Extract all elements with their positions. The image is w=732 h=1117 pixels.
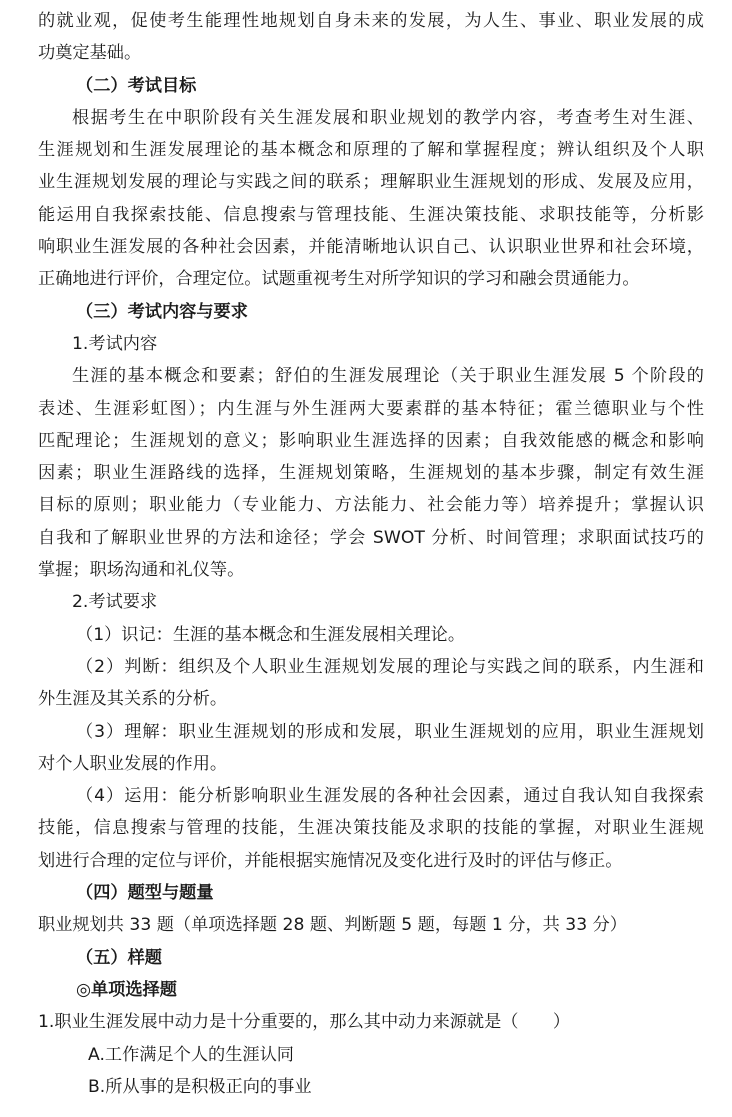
- requirement-item-4: （4）运用：能分析影响职业生涯发展的各种社会因素，通过自我认知自我探索: [76, 786, 704, 807]
- section-heading-question-types: （四）题型与题量: [76, 883, 214, 904]
- paragraph-line: 生涯的基本概念和要素；舒伯的生涯发展理论（关于职业生涯发展 5 个阶段的: [72, 366, 704, 387]
- requirement-item-3-cont: 对个人职业发展的作用。: [38, 753, 228, 774]
- question-1-option-b: B.所从事的是积极正向的事业: [88, 1076, 312, 1097]
- paragraph-line: 表述、生涯彩虹图）；内生涯与外生涯两大要素群的基本特征；霍兰德职业与个性: [38, 398, 704, 419]
- section-heading-sample-questions: （五）样题: [76, 947, 162, 968]
- paragraph-line: 业生涯规划发展的理论与实践之间的联系；理解职业生涯规划的形成、发展及应用，: [38, 172, 704, 193]
- single-choice-heading: ◎单项选择题: [76, 979, 177, 1000]
- question-types-text: 职业规划共 33 题（单项选择题 28 题、判断题 5 题，每题 1 分，共 33 分）: [38, 915, 627, 936]
- requirement-item-2: （2）判断：组织及个人职业生涯规划发展的理论与实践之间的联系，内生涯和: [76, 656, 704, 677]
- paragraph-line: 响职业生涯发展的各种社会因素，并能清晰地认识自己、认识职业世界和社会环境，: [38, 237, 704, 258]
- subheading-exam-requirements: 2.考试要求: [72, 592, 158, 613]
- section-heading-exam-content: （三）考试内容与要求: [76, 301, 248, 322]
- question-1: 1.职业生涯发展中动力是十分重要的，那么其中动力来源就是（ ）: [38, 1012, 571, 1033]
- requirement-item-3: （3）理解：职业生涯规划的形成和发展，职业生涯规划的应用，职业生涯规划: [76, 721, 704, 742]
- paragraph-line: 能运用自我探索技能、信息搜索与管理技能、生涯决策技能、求职技能等，分析影: [38, 204, 704, 225]
- paragraph-line: 匹配理论；生涯规划的意义；影响职业生涯选择的因素；自我效能感的概念和影响: [38, 430, 704, 451]
- paragraph-line: 生涯规划和生涯发展理论的基本概念和原理的了解和掌握程度；辨认组织及个人职: [38, 140, 704, 161]
- requirement-item-1: （1）识记：生涯的基本概念和生涯发展相关理论。: [76, 624, 466, 645]
- requirement-item-4-cont: 划进行合理的定位与评价，并能根据实施情况及变化进行及时的评估与修正。: [38, 850, 623, 871]
- requirement-item-2-cont: 外生涯及其关系的分析。: [38, 689, 228, 710]
- subheading-exam-content: 1.考试内容: [72, 333, 158, 354]
- intro-line-2: 功奠定基础。: [38, 43, 142, 64]
- paragraph-line: 自我和了解职业世界的方法和途径；学会 SWOT 分析、时间管理；求职面试技巧的: [38, 527, 704, 548]
- paragraph-line: 正确地进行评价，合理定位。试题重视考生对所学知识的学习和融会贯通能力。: [38, 269, 640, 290]
- requirement-item-4-cont: 技能，信息搜索与管理的技能，生涯决策技能及求职的技能的掌握，对职业生涯规: [38, 818, 704, 839]
- section-heading-exam-goals: （二）考试目标: [76, 75, 197, 96]
- paragraph-line: 掌握；职场沟通和礼仪等。: [38, 560, 245, 581]
- intro-line-1: 的就业观，促使考生能理性地规划自身未来的发展，为人生、事业、职业发展的成: [38, 11, 704, 31]
- paragraph-line: 根据考生在中职阶段有关生涯发展和职业规划的教学内容，考查考生对生涯、: [72, 107, 704, 128]
- paragraph-line: 目标的原则；职业能力（专业能力、方法能力、社会能力等）培养提升；掌握认识: [38, 495, 704, 516]
- paragraph-line: 因素；职业生涯路线的选择，生涯规划策略，生涯规划的基本步骤，制定有效生涯: [38, 463, 704, 484]
- question-1-option-a: A.工作满足个人的生涯认同: [88, 1044, 294, 1065]
- document-page: [38, 5, 704, 1103]
